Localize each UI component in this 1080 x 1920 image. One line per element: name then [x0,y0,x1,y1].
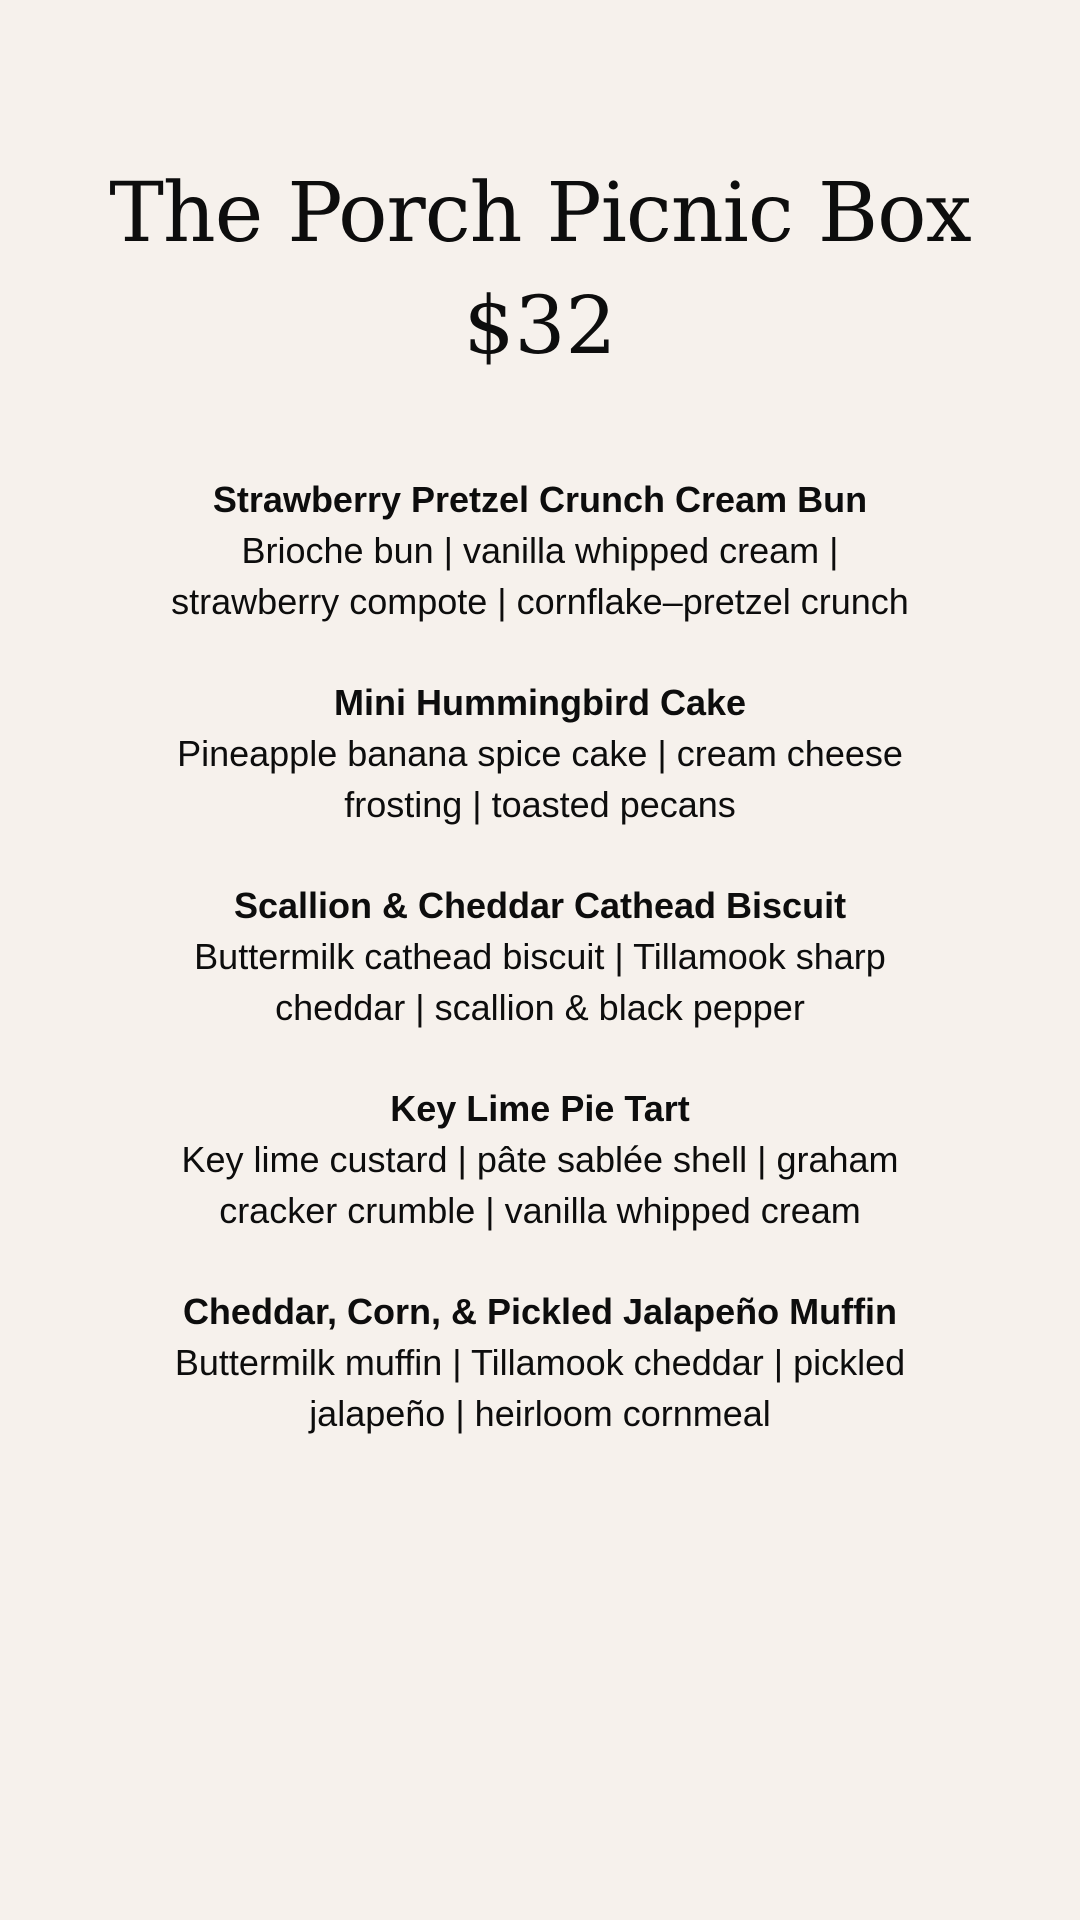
menu-item [110,677,970,830]
menu-item-description: Brioche bun | vanilla whipped cream | [241,530,839,571]
menu-item [110,880,970,1033]
menu-price: $32 [463,279,617,372]
menu-item-description: cheddar | scallion & black pepper [275,987,805,1028]
menu-item-list [0,474,1080,1439]
menu-item-name: Strawberry Pretzel Crunch Cream Bun [212,479,868,520]
menu-item-description: cracker crumble | vanilla whipped cream [219,1190,861,1231]
menu-item-name: Scallion & Cheddar Cathead Biscuit [233,885,847,926]
menu-item-description: strawberry compote | cornflake–pretzel crunch [171,581,909,622]
menu-item-description: Buttermilk muffin | Tillamook cheddar | pickled [174,1342,906,1383]
menu-title: The Porch Picnic Box [109,166,971,261]
menu-item [110,1286,970,1439]
menu-item-description: Key lime custard | pâte sablée shell | graham [181,1139,899,1180]
menu-item-name: Key Lime Pie Tart [390,1088,690,1129]
menu-item [110,474,970,627]
menu-item-description: jalapeño | heirloom cornmeal [309,1393,771,1434]
menu-item-description: frosting | toasted pecans [344,784,736,825]
menu-item-description: Buttermilk cathead biscuit | Tillamook sharp [194,936,886,977]
menu-item [110,1083,970,1236]
menu-item-name: Mini Hummingbird Cake [333,682,747,723]
menu-item-description: Pineapple banana spice cake | cream cheese [177,733,903,774]
menu-item-name: Cheddar, Corn, & Pickled Jalapeño Muffin [182,1291,898,1332]
